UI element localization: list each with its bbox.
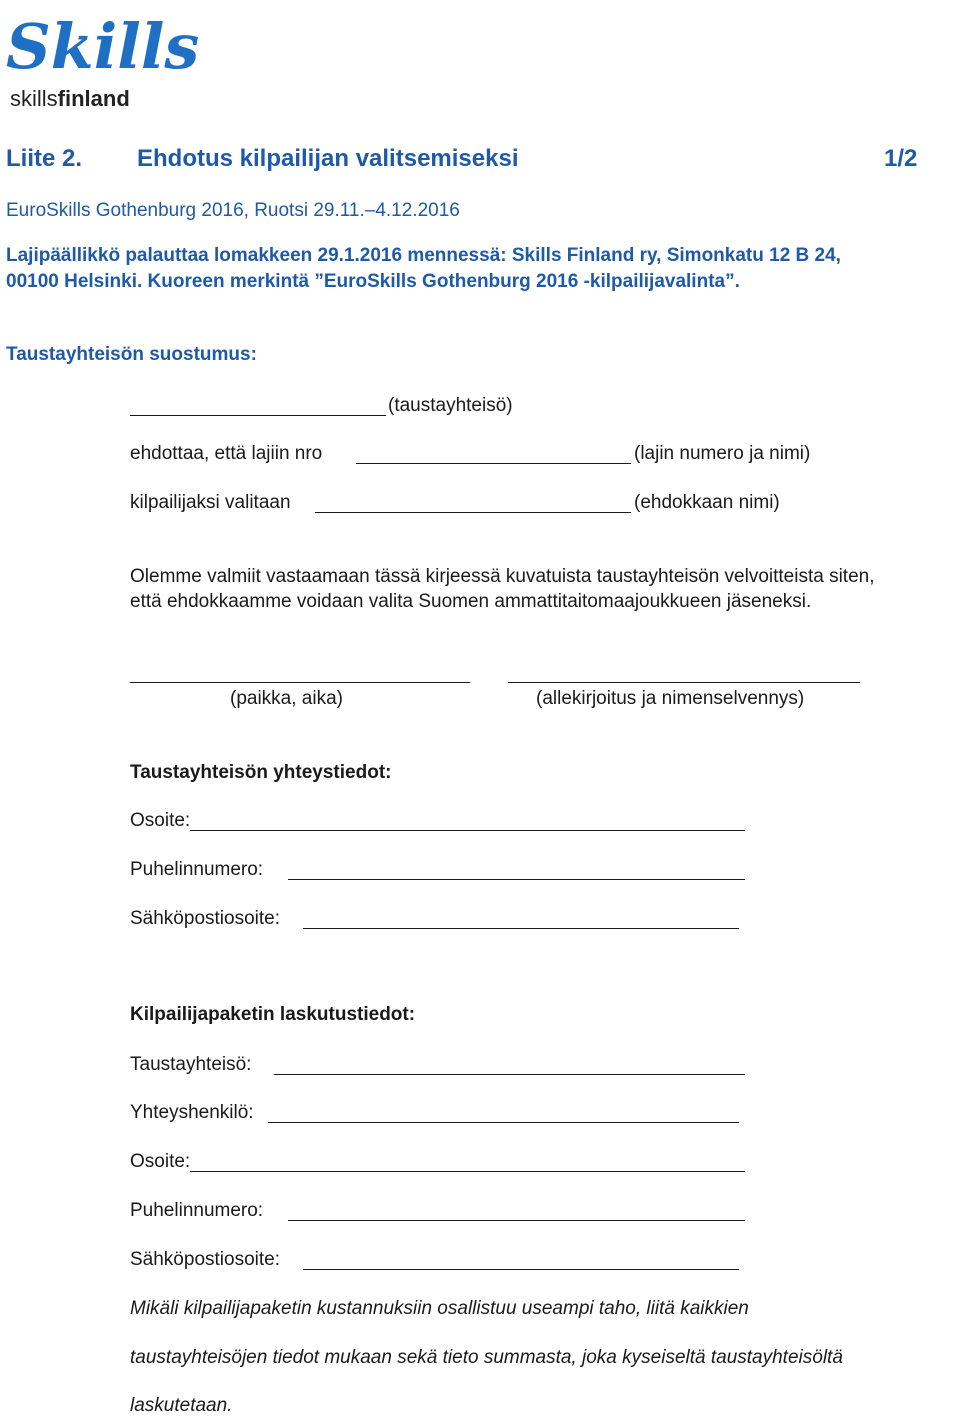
contact-heading: Taustayhteisön yhteystiedot: (130, 762, 392, 783)
billing-email-line[interactable] (303, 1269, 739, 1270)
return-instructions-line1: Lajipäällikkö palauttaa lomakkeen 29.1.2016 mennessä: Skills Finland ry, Simonkatu 12 B 24, (6, 245, 841, 266)
logo-wordmark: Skills (6, 10, 200, 83)
org-name-line[interactable] (130, 415, 386, 416)
billing-address-label: Osoite: (130, 1151, 191, 1172)
place-time-label: (paikka, aika) (230, 688, 343, 709)
signature-label: (allekirjoitus ja nimenselvennys) (536, 688, 805, 709)
logo-sub-light: skills (10, 86, 58, 111)
billing-contact-line[interactable] (268, 1122, 739, 1123)
sport-number-line[interactable] (356, 463, 631, 464)
signature-line[interactable] (508, 682, 860, 683)
skills-finland-logo (4, 2, 200, 119)
page-number: 1/2 (884, 145, 918, 172)
contact-phone-label: Puhelinnumero: (130, 859, 264, 880)
consent-paragraph-line1: Olemme valmiit vastaamaan tässä kirjeessä kuvatuista taustayhteisön velvoitteista siten, (130, 566, 875, 587)
contact-address-line[interactable] (190, 830, 745, 831)
org-label: (taustayhteisö) (388, 395, 513, 416)
contact-email-line[interactable] (303, 928, 739, 929)
candidate-suffix: (ehdokkaan nimi) (634, 492, 780, 513)
billing-phone-line[interactable] (288, 1220, 745, 1221)
contact-phone-line[interactable] (288, 879, 745, 880)
billing-note-line3: laskutetaan. (130, 1395, 233, 1416)
billing-contact-label: Yhteyshenkilö: (130, 1102, 254, 1123)
billing-phone-label: Puhelinnumero: (130, 1200, 264, 1221)
logo-sub-bold: finland (57, 86, 130, 111)
event-line: EuroSkills Gothenburg 2016, Ruotsi 29.11.–4.12.2016 (6, 200, 460, 221)
return-instructions-line2: 00100 Helsinki. Kuoreen merkintä ”EuroSkills Gothenburg 2016 -kilpailijavalinta”. (6, 271, 740, 292)
candidate-name-line[interactable] (315, 512, 631, 513)
page-title: Ehdotus kilpailijan valitsemiseksi (137, 145, 519, 172)
skills-logo-mark (4, 2, 200, 114)
billing-heading: Kilpailijapaketin laskutustiedot: (130, 1004, 416, 1025)
contact-address-label: Osoite: (130, 810, 191, 831)
billing-org-line[interactable] (274, 1074, 745, 1075)
billing-address-line[interactable] (190, 1171, 745, 1172)
consent-paragraph-line2: että ehdokkaamme voidaan valita Suomen ammattitaitomaajoukkueen jäseneksi. (130, 591, 812, 612)
sport-suffix: (lajin numero ja nimi) (634, 443, 811, 464)
consent-heading: Taustayhteisön suostumus: (6, 344, 257, 365)
candidate-prefix: kilpailijaksi valitaan (130, 492, 291, 513)
billing-note-line2: taustayhteisöjen tiedot mukaan sekä tieto summasta, joka kyseiseltä taustayhteisöltä (130, 1347, 843, 1368)
svg-text:skillsfinland (10, 86, 130, 111)
billing-note-line1: Mikäli kilpailijapaketin kustannuksiin osallistuu useampi taho, liitä kaikkien (130, 1298, 749, 1319)
sport-prefix: ehdottaa, että lajiin nro (130, 443, 323, 464)
billing-email-label: Sähköpostiosoite: (130, 1249, 280, 1270)
contact-email-label: Sähköpostiosoite: (130, 908, 280, 929)
billing-org-label: Taustayhteisö: (130, 1054, 252, 1075)
attachment-label: Liite 2. (6, 145, 83, 172)
place-time-line[interactable] (130, 682, 470, 683)
